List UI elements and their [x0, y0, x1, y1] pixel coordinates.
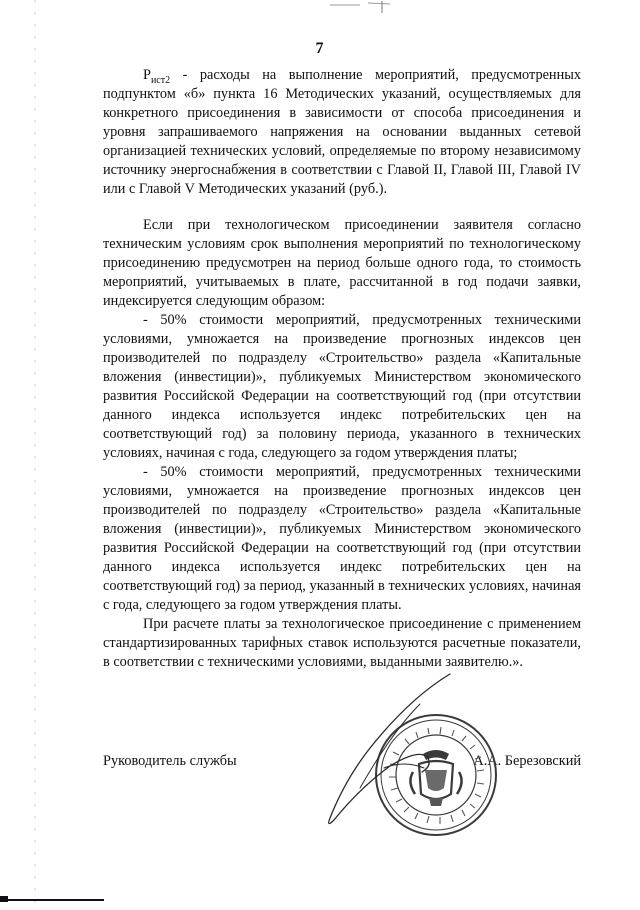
handwritten-signature-icon	[300, 668, 470, 838]
r-symbol: P	[143, 67, 151, 83]
corner-bar	[0, 889, 104, 895]
paragraph-2: Если при технологическом присоединении заявителя согласно техническим условиям срок выполнения мероприятий по технологическому присоединению предусмотрен на период больше одного года, то стоимость мероприятий, учитываемых в плате, рассчитанной в год подачи заявки, индексируется следующим образом:	[103, 217, 581, 309]
paragraph-3: При расчете платы за технологическое присоединение с применением стандартизированных тарифных ставок используются расчетные показатели, в соответствии с техническими условиями, выданными заявителю.».	[103, 616, 581, 670]
bullet-item-2: - 50% стоимости мероприятий, предусмотренных техническими условиями, умножается на произведение прогнозных индексов цен производителей по подразделу «Строительство» раздела «Капитальные вложения (инвестиции)», публикуемых Министерством экономического развития Российской Федерации на соответствующий год (при отсутствии данного индекса используется индекс потребительских цен на соответствующий год) за период, указанный в технических условиях, начиная с года, следующего за годом утверждения платы.	[103, 464, 581, 613]
scan-mark-top	[320, 0, 400, 12]
r-subscript: ист2	[150, 74, 171, 86]
main-text	[103, 216, 581, 672]
paragraph-1	[103, 66, 581, 199]
signer-name: А.А. Березовский	[473, 753, 581, 769]
paragraph-1-body: - расходы на выполнение мероприятий, предусмотренных подпунктом «б» пункта 16 Методических указаний, осуществляемых для конкретного присоединения в зависимости от способа присоединения и уровня запрашиваемого напряжения на основании выданных сетевой организацией технических условий, определяемые по второму независимому источнику энергоснабжения в соответствии с Главой II, Главой III, Главой IV или с Главой V Методических указаний (руб.).	[103, 67, 581, 197]
signer-title: Руководитель службы	[103, 753, 237, 769]
binding-line	[34, 0, 36, 905]
paragraph-1-text	[103, 66, 581, 199]
bullet-item-1: - 50% стоимости мероприятий, предусмотренных техническими условиями, умножается на произведение прогнозных индексов цен производителей по подразделу «Строительство» раздела «Капитальные вложения (инвестиции)», публикуемых Министерством экономического развития Российской Федерации на соответствующий год (при отсутствии данного индекса используется индекс потребительских цен на соответствующий год) за половину периода, указанного в технических условиях, начиная с года, следующего за годом утверждения платы;	[103, 312, 581, 461]
page-number: 7	[315, 40, 325, 57]
